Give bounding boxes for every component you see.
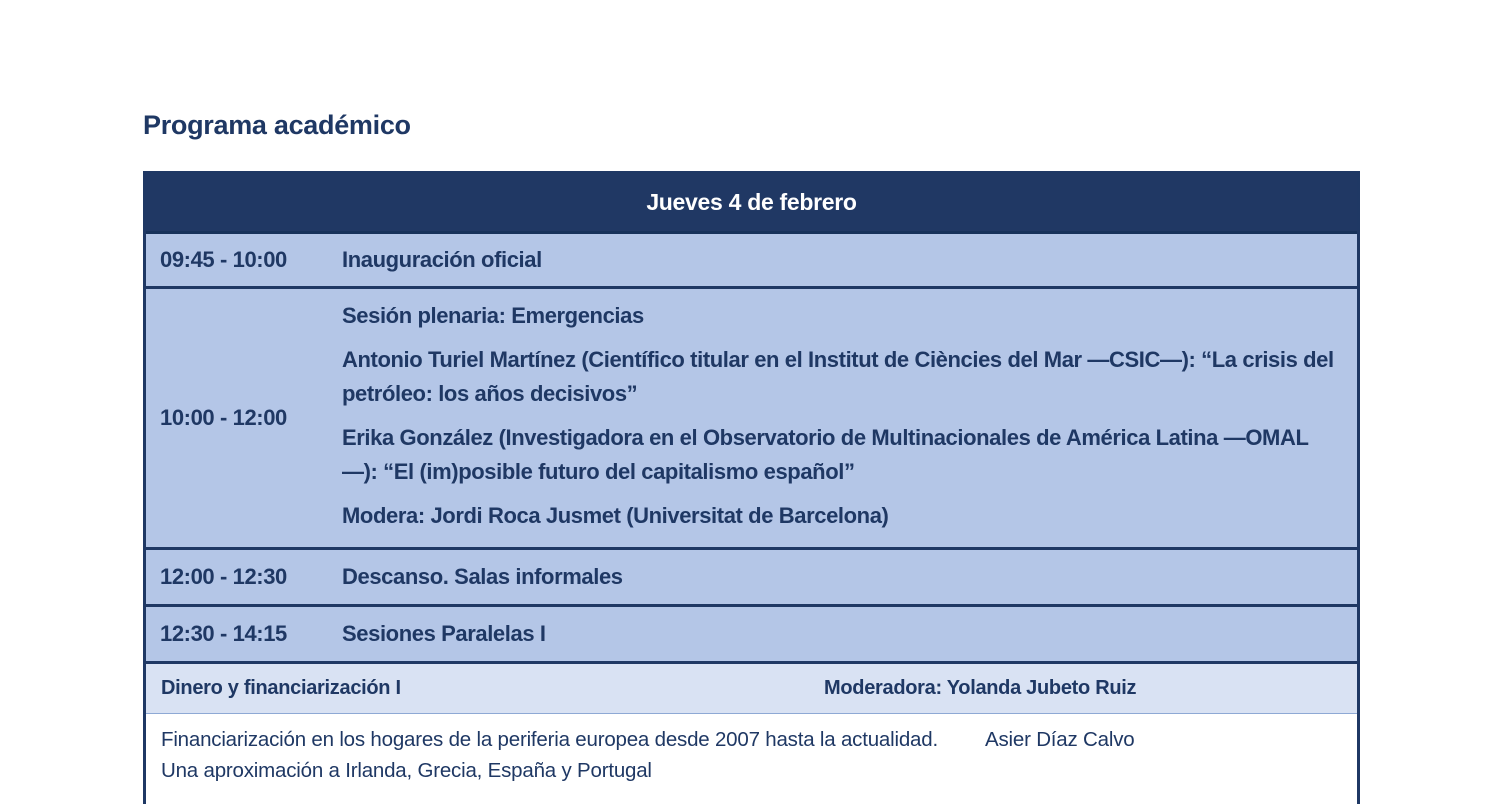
session-name: Dinero y financiarización I xyxy=(161,677,401,699)
program-table xyxy=(143,171,1360,804)
speaker-entry: Erika González (Investigadora en el Observatorio de Multinacionales de América Latina —OMAL—): “El (im)posible futuro del capitalismo español” xyxy=(342,425,1309,484)
day-header: Jueves 4 de febrero xyxy=(146,174,1357,234)
moderator-entry: Modera: Jordi Roca Jusmet (Universitat de Barcelona) xyxy=(342,503,889,528)
time-cell: 09:45 - 10:00 xyxy=(160,247,287,272)
table-row xyxy=(146,289,1357,550)
paper-author: Asier Díaz Calvo xyxy=(985,728,1135,751)
event-title: Inauguración oficial xyxy=(342,247,542,272)
table-row xyxy=(146,550,1357,607)
table-row xyxy=(146,607,1357,664)
page-title: Programa académico xyxy=(143,110,411,140)
paper-title: Financiarización en los hogares de la periferia europea desde 2007 hasta la actualidad. Una aproximación a Irlanda, Grecia, España y Portugal xyxy=(161,728,938,782)
time-cell: 12:30 - 14:15 xyxy=(160,621,287,646)
session-moderator: Moderadora: Yolanda Jubeto Ruiz xyxy=(824,677,1137,699)
paper-row xyxy=(146,714,1357,804)
event-title: Sesiones Paralelas I xyxy=(342,621,546,646)
speaker-entry: Antonio Turiel Martínez (Científico titular en el Institut de Ciències del Mar —CSIC—): “La crisis del petróleo: los años decisivos” xyxy=(342,347,1334,406)
event-title: Sesión plenaria: Emergencias xyxy=(342,303,644,328)
time-cell: 10:00 - 12:00 xyxy=(160,405,287,430)
session-header xyxy=(146,664,1357,714)
event-title: Descanso. Salas informales xyxy=(342,564,623,589)
time-cell: 12:00 - 12:30 xyxy=(160,564,287,589)
table-row xyxy=(146,234,1357,289)
